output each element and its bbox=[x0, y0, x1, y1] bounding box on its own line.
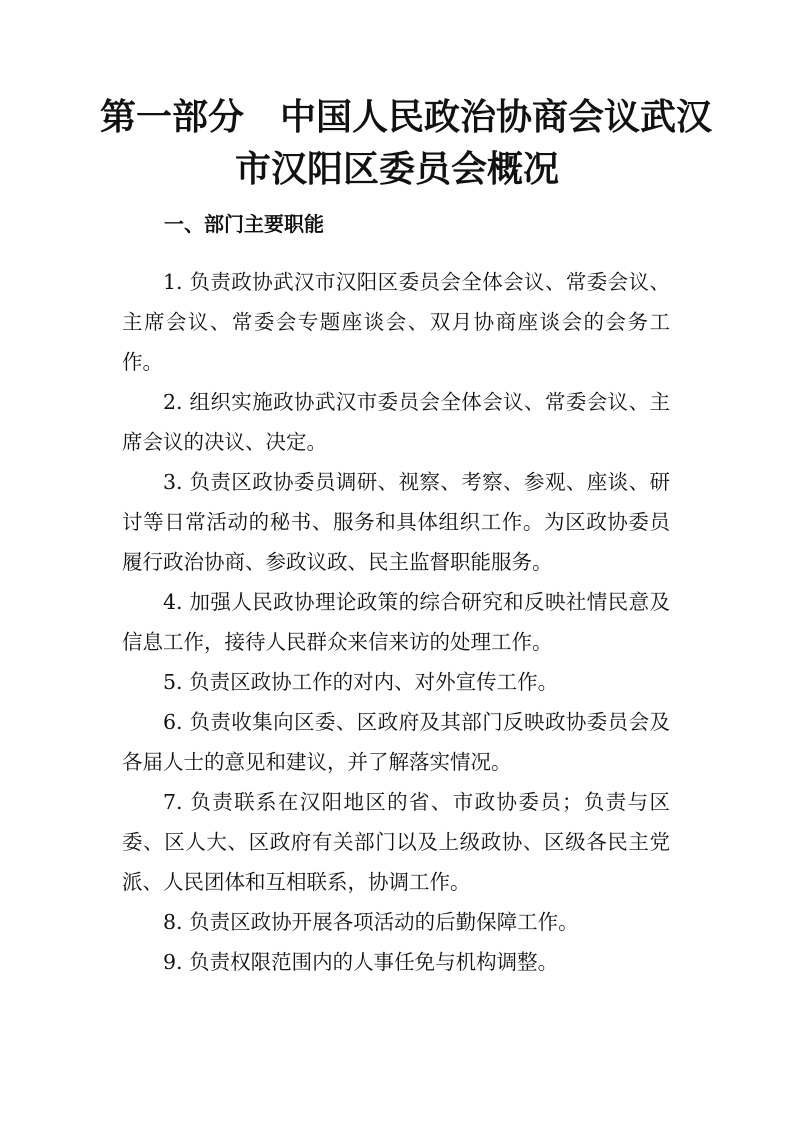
duty-paragraph-6: 6. 负责收集向区委、区政府及其部门反映政协委员会及各届人士的意见和建议，并了解落实情况。 bbox=[122, 710, 670, 774]
duty-paragraph-7: 7. 负责联系在汉阳地区的省、市政协委员；负责与区委、区人大、区政府有关部门以及上级政协、区级各民主党派、人民团体和互相联系，协调工作。 bbox=[122, 790, 670, 894]
duty-paragraph-8: 8. 负责区政协开展各项活动的后勤保障工作。 bbox=[163, 910, 579, 934]
duty-paragraph-9: 9. 负责权限范围内的人事任免与机构调整。 bbox=[163, 950, 559, 974]
duty-paragraph-2: 2. 组织实施政协武汉市委员会全体会议、常委会议、主席会议的决议、决定。 bbox=[122, 390, 670, 454]
duty-paragraph-1: 1. 负责政协武汉市汉阳区委员会全体会议、常委会议、主席会议、常委会专题座谈会、双月协商座谈会的会务工作。 bbox=[122, 270, 670, 374]
title-line-2: 市汉阳区委员会概况 bbox=[234, 149, 559, 190]
duty-paragraph-3: 3. 负责区政协委员调研、视察、考察、参观、座谈、研讨等日常活动的秘书、服务和具体组织工作。为区政协委员履行政治协商、参政议政、民主监督职能服务。 bbox=[122, 470, 670, 574]
duty-paragraph-5: 5. 负责区政协工作的对内、对外宣传工作。 bbox=[163, 670, 559, 694]
duties-list bbox=[122, 262, 670, 982]
duty-paragraph-4: 4. 加强人民政协理论政策的综合研究和反映社情民意及信息工作，接待人民群众来信来访的处理工作。 bbox=[122, 590, 670, 654]
section-heading: 一、部门主要职能 bbox=[164, 212, 324, 236]
title-line-1: 第一部分 中国人民政治协商会议武汉 bbox=[100, 97, 713, 138]
page-title bbox=[100, 92, 713, 196]
